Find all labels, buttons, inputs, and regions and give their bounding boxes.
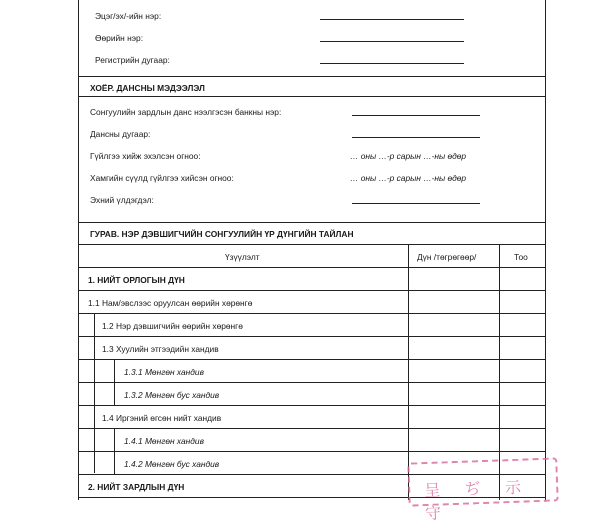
table-row-label: 1.3.1 Мөнгөн хандив <box>124 367 204 377</box>
bank-label: Сонгуулийн зардлын данс нээлгэсэн банкны нэр: <box>90 107 282 117</box>
father-name-field[interactable] <box>320 19 464 20</box>
opening-balance-field[interactable] <box>352 203 480 204</box>
divider <box>78 222 546 223</box>
last-transaction-date[interactable]: … оны …-р сарын …-ны өдөр <box>350 173 467 183</box>
account-number-field[interactable] <box>352 137 480 138</box>
table-row-border <box>78 451 546 452</box>
bank-field[interactable] <box>352 115 480 116</box>
table-row-border <box>78 290 546 291</box>
table-row-label: 1.4.2 Мөнгөн бус хандив <box>124 459 220 469</box>
table-row-border <box>78 313 546 314</box>
register-field[interactable] <box>320 63 464 64</box>
table-border <box>78 244 546 245</box>
table-row-border <box>78 382 546 383</box>
register-label: Регистрийн дугаар: <box>95 55 170 65</box>
indent-line <box>94 313 95 473</box>
column-header-amount: Дүн /төгрөгөөр/ <box>417 252 477 262</box>
form-frame <box>78 0 546 500</box>
account-section-title: ХОЁР. ДАНСНЫ МЭДЭЭЛЭЛ <box>90 83 205 93</box>
table-row-border <box>78 405 546 406</box>
table-row-label: 1.4.1 Мөнгөн хандив <box>124 436 204 446</box>
column-separator <box>408 244 409 500</box>
divider <box>78 96 546 97</box>
table-row-label: 1.4 Иргэний өгсөн нийт хандив <box>102 413 222 423</box>
expense-total-label: 2. НИЙТ ЗАРДЛЫН ДҮН <box>88 482 185 492</box>
account-number-label: Дансны дугаар: <box>90 129 151 139</box>
report-section-title: ГУРАВ. НЭР ДЭВШИГЧИЙН СОНГУУЛИЙН ҮР ДҮНГИЙН ТАЙЛАН <box>90 229 354 239</box>
table-row-border <box>78 428 546 429</box>
father-name-label: Эцэг/эх/-ийн нэр: <box>95 11 162 21</box>
table-row-border <box>78 267 546 268</box>
first-transaction-date[interactable]: … оны …-р сарын …-ны өдөр <box>350 151 467 161</box>
table-row-label: 1.2 Нэр дэвшигчийн өөрийн хөрөнгө <box>102 321 243 331</box>
opening-balance-label: Эхний үлдэгдэл: <box>90 195 154 205</box>
table-row-label: 1.3.2 Мөнгөн бус хандив <box>124 390 220 400</box>
table-row-border <box>78 336 546 337</box>
divider <box>78 76 546 77</box>
table-row-label: 1.1 Нам/эвслээс оруулсан өөрийн хөрөнгө <box>88 298 253 308</box>
income-total-label: 1. НИЙТ ОРЛОГЫН ДҮН <box>88 275 185 285</box>
own-name-label: Өөрийн нэр: <box>95 33 144 43</box>
table-row-border <box>78 359 546 360</box>
first-transaction-label: Гүйлгээ хийж эхэлсэн огноо: <box>90 151 201 161</box>
column-header-count: Тоо <box>514 252 528 262</box>
official-stamp: 呈 ぢ 示 守 <box>407 457 558 506</box>
column-header-indicator: Үзүүлэлт <box>225 252 260 262</box>
table-row-label: 1.3 Хуулийн этгээдийн хандив <box>102 344 219 354</box>
last-transaction-label: Хамгийн сүүлд гүйлгээ хийсэн огноо: <box>90 173 234 183</box>
own-name-field[interactable] <box>320 41 464 42</box>
